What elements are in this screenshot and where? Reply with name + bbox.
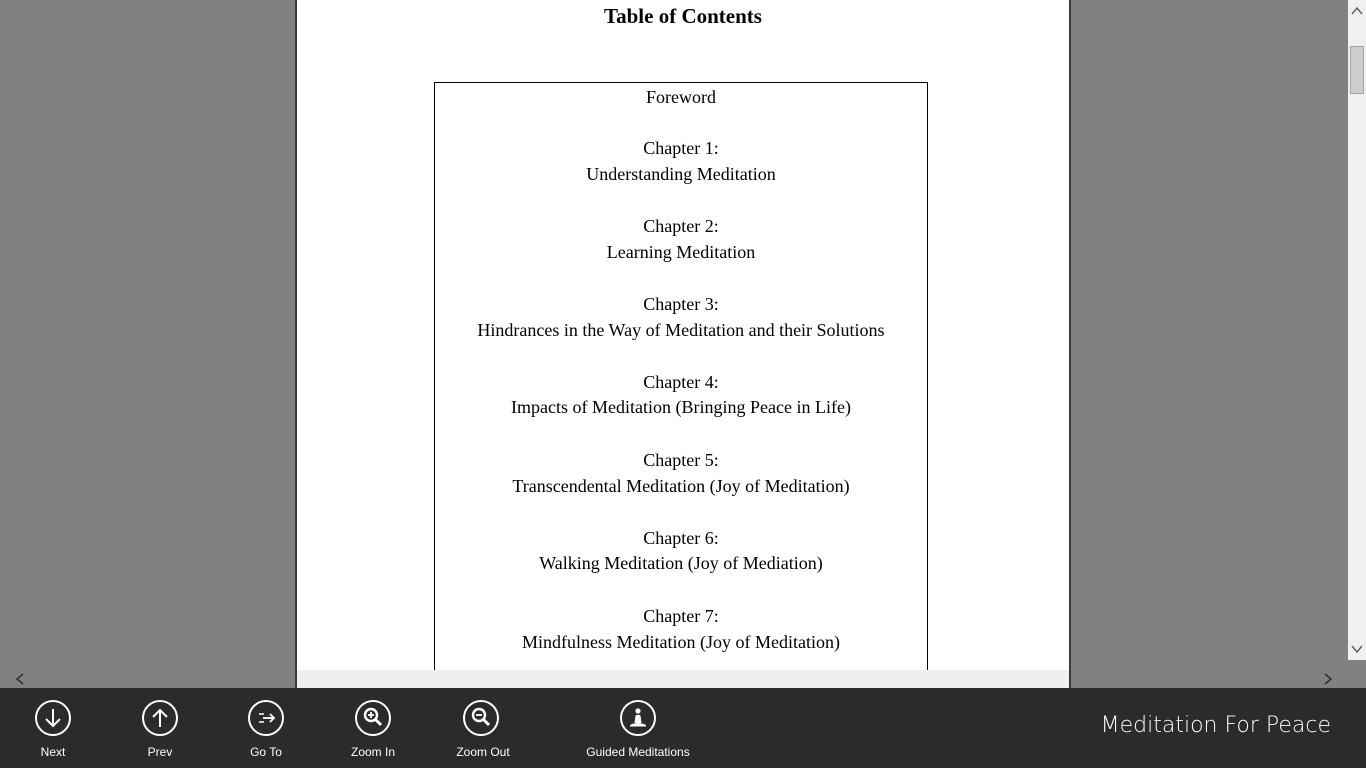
prev-button-label: Prev: [147, 745, 173, 759]
toc-entry-label: Chapter 7:: [643, 606, 719, 626]
arrow-down-icon: [35, 700, 71, 736]
app-title: Meditation For Peace: [1100, 713, 1331, 738]
chevron-right-icon[interactable]: [1318, 670, 1338, 688]
chevron-left-icon[interactable]: [10, 670, 30, 688]
guided-meditations-button[interactable]: [578, 688, 698, 768]
chevron-up-icon[interactable]: [1348, 2, 1366, 20]
arrow-up-icon: [142, 700, 178, 736]
vertical-scrollbar[interactable]: [1348, 0, 1366, 660]
zoom-in-button[interactable]: [338, 688, 408, 768]
zoom-in-icon: [355, 700, 391, 736]
toc-entry-foreword: Foreword: [646, 87, 716, 107]
zoom-out-icon: [463, 700, 499, 736]
guided-meditations-button-label: Guided Meditations: [586, 745, 690, 759]
app-bar: [0, 688, 1366, 768]
meditation-person-icon: [620, 700, 656, 736]
toc-entry-label: Chapter 1:: [643, 138, 719, 158]
toc-box: [434, 82, 928, 688]
horizontal-scrollbar[interactable]: [0, 670, 1366, 688]
toc-entry-title: Walking Meditation (Joy of Mediation): [539, 553, 823, 573]
next-button[interactable]: [23, 688, 83, 768]
go-to-button-label: Go To: [250, 745, 282, 759]
toc-entry-label: Chapter 5:: [643, 450, 719, 470]
toc-entry-label: Chapter 3:: [643, 294, 719, 314]
toc-heading: Table of Contents: [604, 4, 762, 28]
toc-entry-label: Chapter 2:: [643, 216, 719, 236]
toc-entry-title: Learning Meditation: [606, 242, 756, 262]
go-to-icon: [248, 700, 284, 736]
zoom-out-button-label: Zoom Out: [456, 745, 510, 759]
go-to-button[interactable]: [236, 688, 296, 768]
toc-entry-title: Impacts of Meditation (Bringing Peace in Life): [511, 397, 851, 417]
zoom-in-button-label: Zoom In: [350, 745, 395, 759]
chevron-down-icon[interactable]: [1348, 640, 1366, 658]
horizontal-scroll-thumb[interactable]: [297, 670, 1069, 688]
toc-entry-title: Transcendental Meditation (Joy of Meditation): [512, 476, 850, 496]
toc-entry-title: Mindfulness Meditation (Joy of Meditation): [522, 632, 840, 652]
document-page: [295, 0, 1071, 688]
zoom-out-button[interactable]: [448, 688, 518, 768]
toc-entry-label: Chapter 4:: [643, 372, 719, 392]
prev-button[interactable]: [130, 688, 190, 768]
toc-entry-title: Understanding Meditation: [586, 164, 776, 184]
toc-entry-title: Hindrances in the Way of Meditation and their Solutions: [477, 320, 885, 340]
toc-entry-label: Chapter 6:: [643, 528, 719, 548]
next-button-label: Next: [40, 745, 66, 759]
vertical-scroll-thumb[interactable]: [1350, 46, 1364, 94]
